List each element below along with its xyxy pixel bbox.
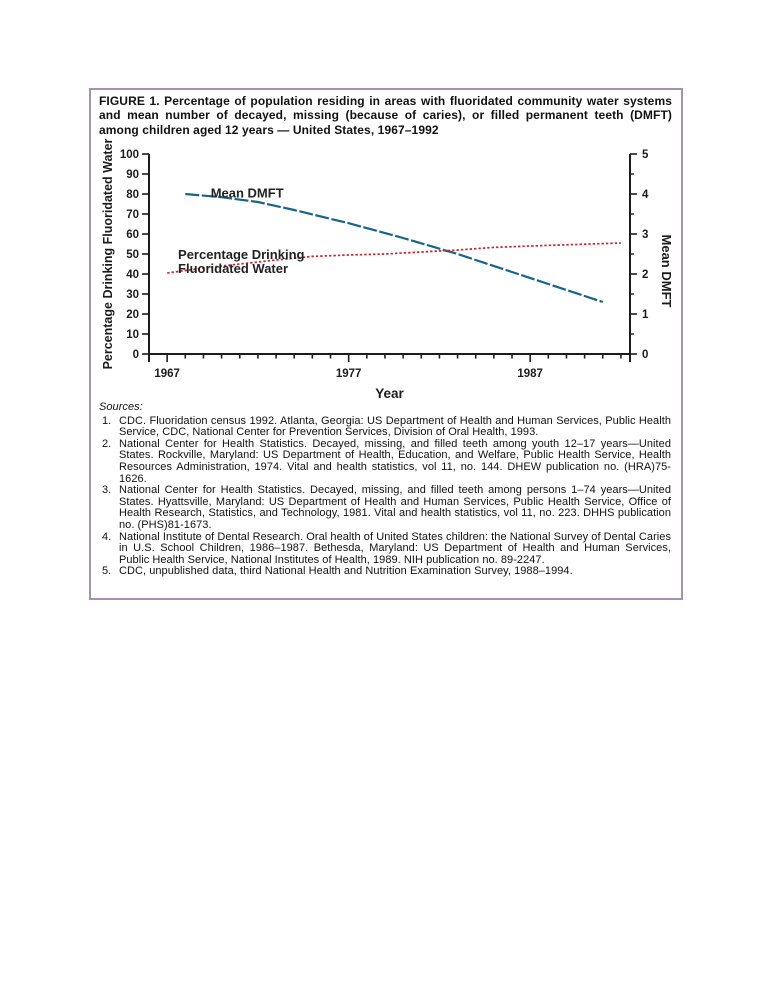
y-left-tick-label: 50 <box>126 249 139 261</box>
source-item-number: 3. <box>102 484 112 497</box>
source-item-number: 5. <box>102 565 112 578</box>
source-item <box>99 532 671 567</box>
y-right-tick-label: 1 <box>642 309 649 321</box>
source-item-text: National Center for Health Statistics. Decayed, missing, and filled teeth among persons 1–74 years—United States. Hyattsville, Maryland: US Department of Health and Human Services, Public Health Service, Office of Health Research, Statistics, and Technology, 1981. Vital and health statistics, vol 11, no. 223. DHHS publication no. (PHS)81-1673. <box>119 484 671 531</box>
series-annotation: Percentage Drinking <box>178 246 305 262</box>
figure-box <box>89 88 683 600</box>
source-item-text: CDC. Fluoridation census 1992. Atlanta, Georgia: US Department of Health and Human Services, Public Health Service, CDC, National Center for Prevention Services, Division of Oral Health, 1993. <box>119 414 671 439</box>
y-left-tick-label: 60 <box>126 229 139 241</box>
source-item <box>99 566 671 578</box>
x-tick-label: 1987 <box>517 368 543 380</box>
y-left-tick-label: 100 <box>119 149 139 161</box>
sources-heading: Sources: <box>99 401 143 413</box>
y-left-tick-label: 40 <box>126 269 139 281</box>
source-item <box>99 439 671 485</box>
source-item-number: 4. <box>102 530 112 543</box>
source-item-text: CDC, unpublished data, third National Health and Nutrition Examination Survey, 1988–1994. <box>119 565 573 578</box>
figure-title: FIGURE 1. Percentage of population residing in areas with fluoridated community water systems and mean number of decayed, missing (because of caries), or filled permanent teeth (DMFT) among children aged 12 years — United States, 1967–1992 <box>99 94 672 137</box>
y-left-tick-label: 70 <box>126 209 139 221</box>
sources-section <box>99 402 671 578</box>
x-tick-label: 1977 <box>335 368 362 380</box>
source-item-number: 1. <box>102 414 112 427</box>
y-right-tick-label: 4 <box>642 189 649 201</box>
x-tick-label: 1967 <box>154 368 180 380</box>
series-annotation: Fluoridated Water <box>178 260 289 276</box>
y-left-tick-label: 80 <box>126 189 139 201</box>
y-right-tick-label: 2 <box>642 269 649 281</box>
chart-svg <box>91 137 681 403</box>
y-left-axis-title: Percentage Drinking Fluoridated Water <box>101 138 115 370</box>
source-item <box>99 485 671 531</box>
y-left-tick-label: 20 <box>126 309 139 321</box>
chart <box>91 137 681 403</box>
y-left-tick-label: 30 <box>126 289 139 301</box>
source-item-number: 2. <box>102 437 112 450</box>
series-annotation: Mean DMFT <box>210 185 284 201</box>
y-left-tick-label: 90 <box>126 169 139 181</box>
sources-list <box>99 416 671 578</box>
y-left-tick-label: 0 <box>132 349 139 361</box>
source-item-text: National Center for Health Statistics. Decayed, missing, and filled teeth among youth 12–17 years—United States. Rockville, Maryland: US Department of Health, Education, and Welfare, Public Health Service, Health Resources Administration, 1974. Vital and health statistics, vol 11, no. 144. DHEW publication no. (HRA)75-1626. <box>119 437 671 485</box>
x-axis-title: Year <box>375 386 404 401</box>
y-left-tick-label: 10 <box>126 329 139 341</box>
y-right-tick-label: 0 <box>642 349 649 361</box>
y-right-axis-title: Mean DMFT <box>659 234 674 308</box>
source-item-text: National Institute of Dental Research. Oral health of United States children: the National Survey of Dental Caries in U.S. School Children, 1986–1987. Bethesda, Maryland: US Department of Health and Human Services, Public Health Service, National Institutes of Health, 1989. NIH publication no. 89-2247. <box>119 530 671 566</box>
y-right-tick-label: 5 <box>642 149 649 161</box>
y-right-tick-label: 3 <box>642 229 649 241</box>
source-item <box>99 416 671 439</box>
